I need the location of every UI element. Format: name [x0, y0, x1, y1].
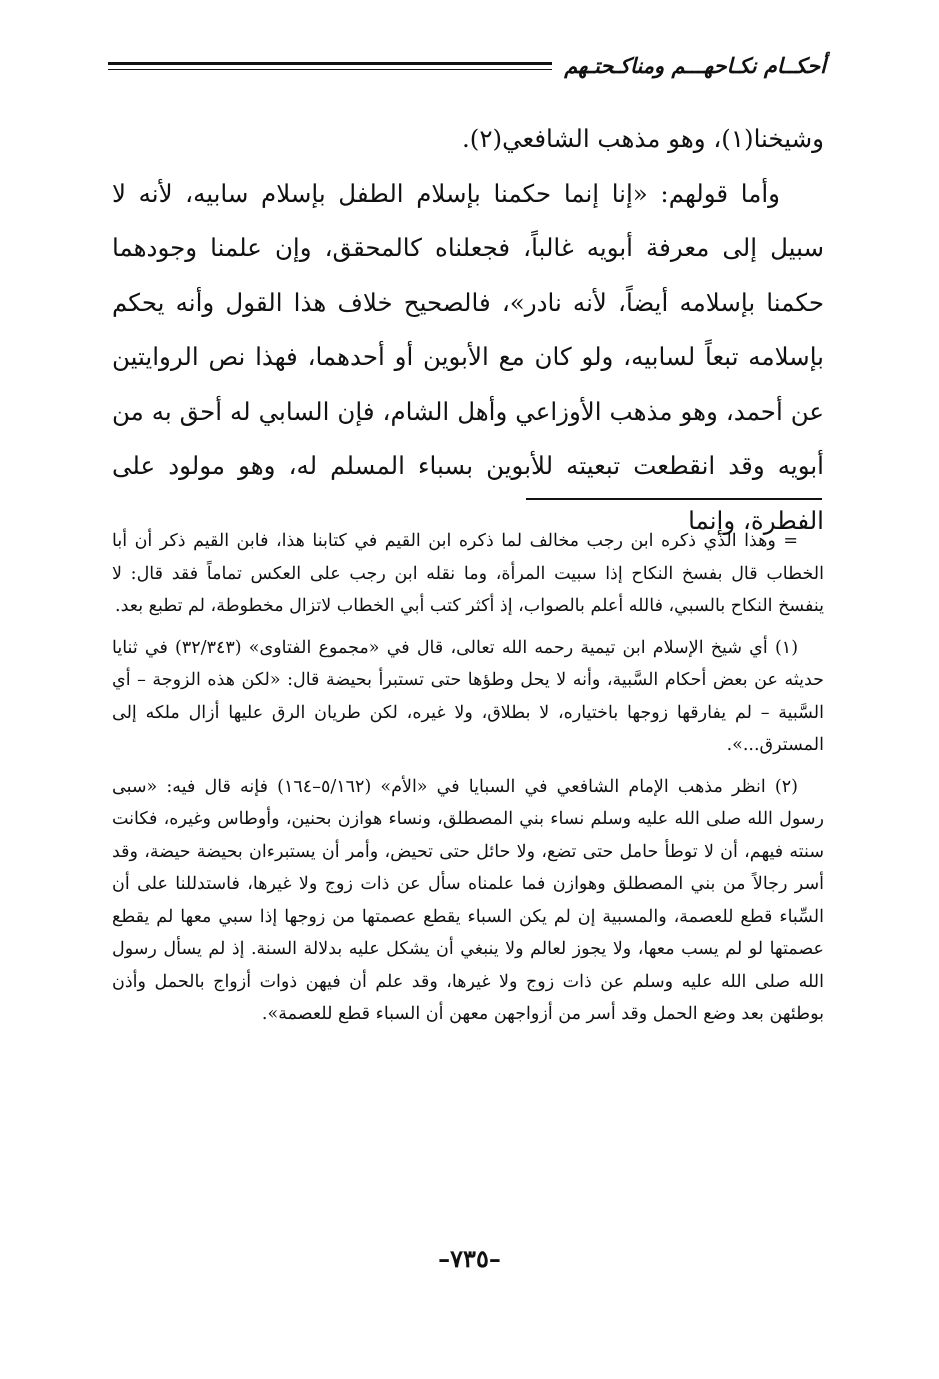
main-text-body — [112, 112, 824, 548]
footnote-separator — [526, 498, 822, 500]
footnote-continuation: = وهذا الذي ذكره ابن رجب مخالف لما ذكره ابن القيم في كتابنا هذا، فابن القيم ذكر أن أبا الخطاب قال بفسخ النكاح إذا سبيت المرأة، وما نقله ابن رجب على العكس تماماً فقد قال: لا ينفسخ النكاح بالسبي، فالله أعلم بالصواب، إذ أكثر كتب أبي الخطاب لاتزال مخطوطة، لم تطبع بعد. — [112, 531, 824, 616]
page-number: –٧٣٥– — [438, 1244, 501, 1273]
footnote-2: (٢) انظر مذهب الإمام الشافعي في السبايا في «الأم» (٥/١٦٢–١٦٤) فإنه قال فيه: «سبى رسول الله صلى الله عليه وسلم نساء بني المصطلق، ونساء هوازن بحنين، وأوطاس وغيره، فكانت سنته فيهم، أن لا توطأ حامل حتى تضع، ولا حائل حتى تحيض، وأمر أن يستبرءان بحيضة حيضة، وقد أسر رجالاً من بني المصطلق وهوازن فما علمناه سأل عن ذات زوج ولا غيرها، فاستدللنا على أن السِّباء قطع للعصمة، والمسبية إن لم يكن السباء يقطع عصمتها من زوجها إذا سبي معها لم يقطع عصمتها لو لم يسب معها، ولا يجوز لعالم ولا ينبغي أن يشكل عليه بدلالة السنة. إذ لم يسأل رسول الله صلى الله عليه وسلم عن ذات زوج ولا غيرها، وقد علم أن فيهن ذوات أزواج بالحمل وأذن بوطئهن بعد وضع الحمل وقد أسر من أزواجهن معهن أن السباء قطع للعصمة». — [112, 776, 824, 1024]
header-double-rule — [108, 62, 552, 70]
running-header — [108, 50, 826, 82]
footnotes-section — [112, 525, 824, 1040]
footnote-1: (١) أي شيخ الإسلام ابن تيمية رحمه الله تعالى، قال في «مجموع الفتاوى» (٣٢/٣٤٣) في ثنايا حديثه عن بعض أحكام السَّبية، وأنه لا يحل وطؤها حتى تستبرأ بحيضة قال: «لكن هذه الزوجة – أي السَّبية – لم يفارقها زوجها باختياره، لا بطلاق، ولا غيره، لكن طريان الرق عليها أزال ملكه إلى المسترق...». — [112, 637, 824, 755]
main-paragraph-1: وشيخنا(١)، وهو مذهب الشافعي(٢). — [462, 124, 824, 153]
main-paragraph-2: وأما قولهم: «إنا إنما حكمنا بإسلام الطفل بإسلام سابيه، لأنه لا سبيل إلى معرفة أبويه غالباً، فجعلناه كالمحقق، وإن علمنا وجودهما حكمنا بإسلامه أيضاً، لأنه نادر»، فالصحيح خلاف هذا القول وأنه يحكم بإسلامه تبعاً لسابيه، ولو كان مع الأبوين أو أحدهما، فهذا نص الروايتين عن أحمد، وهو مذهب الأوزاعي وأهل الشام، فإن السابي له أحق به من أبويه وقد انقطعت تبعيته للأبوين بسباء المسلم له، وهو مولود على الفطرة، وإنما — [112, 178, 824, 535]
header-title: أحكــام نكـاحهـــم ومناكـحتـهم — [564, 54, 826, 78]
